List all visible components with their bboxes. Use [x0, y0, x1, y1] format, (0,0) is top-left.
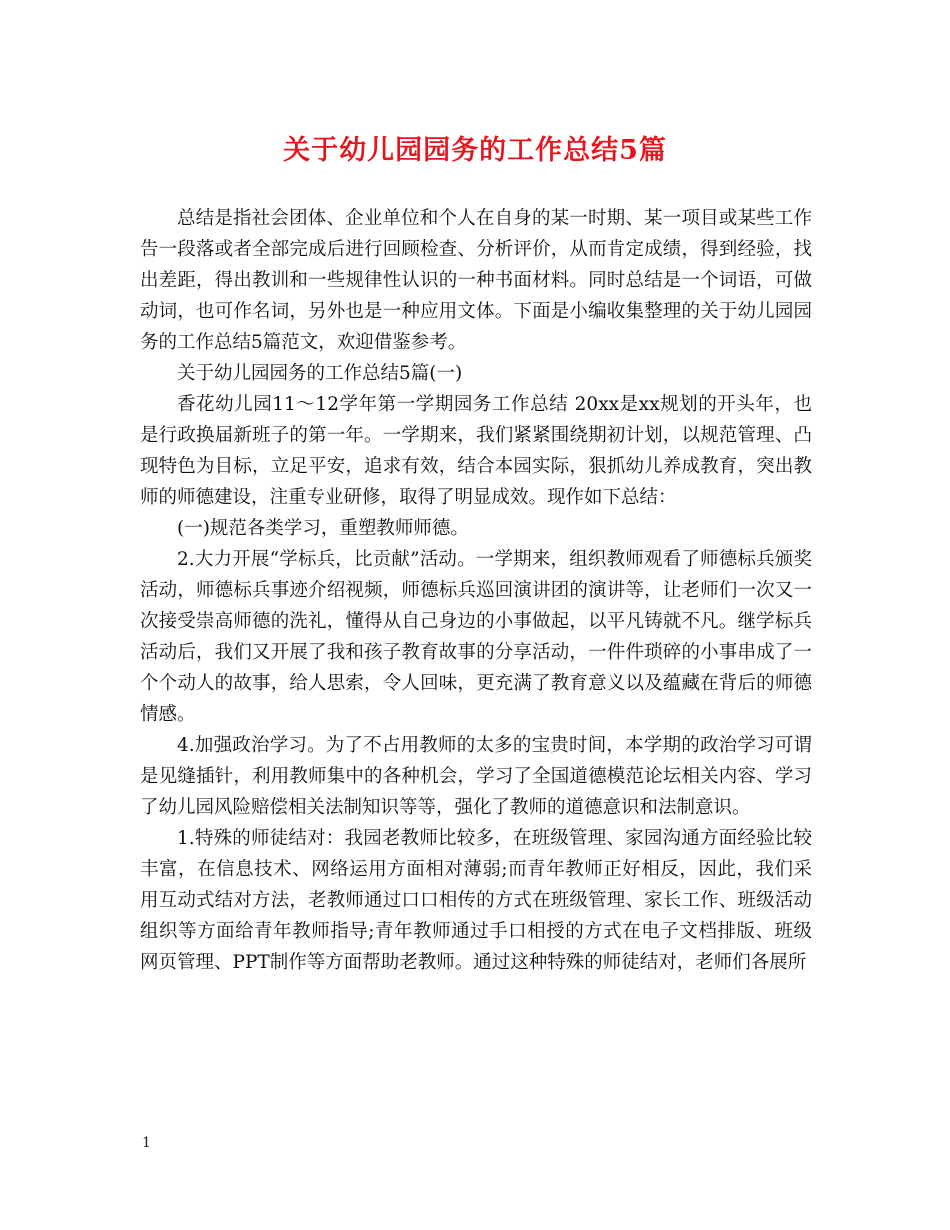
document-body	[140, 203, 812, 978]
body-paragraph: 2.大力开展“学标兵，比贡献”活动。一学期来，组织教师观看了师德标兵颁奖活动，师德标兵事迹介绍视频，师德标兵巡回演讲团的演讲等，让老师们一次又一次接受崇高师德的洗礼，懂得从自己身边的小事做起，以平凡铸就不凡。继学标兵活动后，我们又开展了我和孩子教育故事的分享活动，一件件琐碎的小事串成了一个个动人的故事，给人思索，令人回味，更充满了教育意义以及蕴藏在背后的师德情感。	[140, 549, 812, 725]
body-paragraph: 1.特殊的师徒结对：我园老教师比较多，在班级管理、家园沟通方面经验比较丰富，在信息技术、网络运用方面相对薄弱;而青年教师正好相反，因此，我们采用互动式结对方法，老教师通过口口相传的方式在班级管理、家长工作、班级活动组织等方面给青年教师指导;青年教师通过手口相授的方式在电子文档排版、班级网页管理、PPT制作等方面帮助老教师。通过这种特殊的师徒结对，老师们各展所	[140, 828, 812, 973]
body-paragraph: 4.加强政治学习。为了不占用教师的太多的宝贵时间，本学期的政治学习可谓是见缝插针，利用教师集中的各种机会，学习了全国道德模范论坛相关内容、学习了幼儿园风险赔偿相关法制知识等等，强化了教师的道德意识和法制意识。	[140, 735, 812, 818]
section-heading: 关于幼儿园园务的工作总结5篇(一)	[177, 363, 463, 384]
document-title: 关于幼儿园园务的工作总结5篇	[283, 135, 667, 166]
subsection-heading: (一)规范各类学习，重塑教师师德。	[177, 518, 469, 539]
body-paragraph: 香花幼儿园11～12学年第一学期园务工作总结 20xx是xx规划的开头年，也是行政换届新班子的第一年。一学期来，我们紧紧围绕期初计划，以规范管理、凸现特色为目标，立足平安，追求有效，结合本园实际，狠抓幼儿养成教育，突出教师的师德建设，注重专业研修，取得了明显成效。现作如下总结：	[140, 394, 812, 508]
intro-paragraph: 总结是指社会团体、企业单位和个人在自身的某一时期、某一项目或某些工作告一段落或者全部完成后进行回顾检查、分析评价，从而肯定成绩，得到经验，找出差距，得出教训和一些规律性认识的一种书面材料。同时总结是一个词语，可做动词，也可作名词，另外也是一种应用文体。下面是小编收集整理的关于幼儿园园务的工作总结5篇范文，欢迎借鉴参考。	[140, 208, 812, 353]
page-number: 1	[142, 1135, 151, 1151]
